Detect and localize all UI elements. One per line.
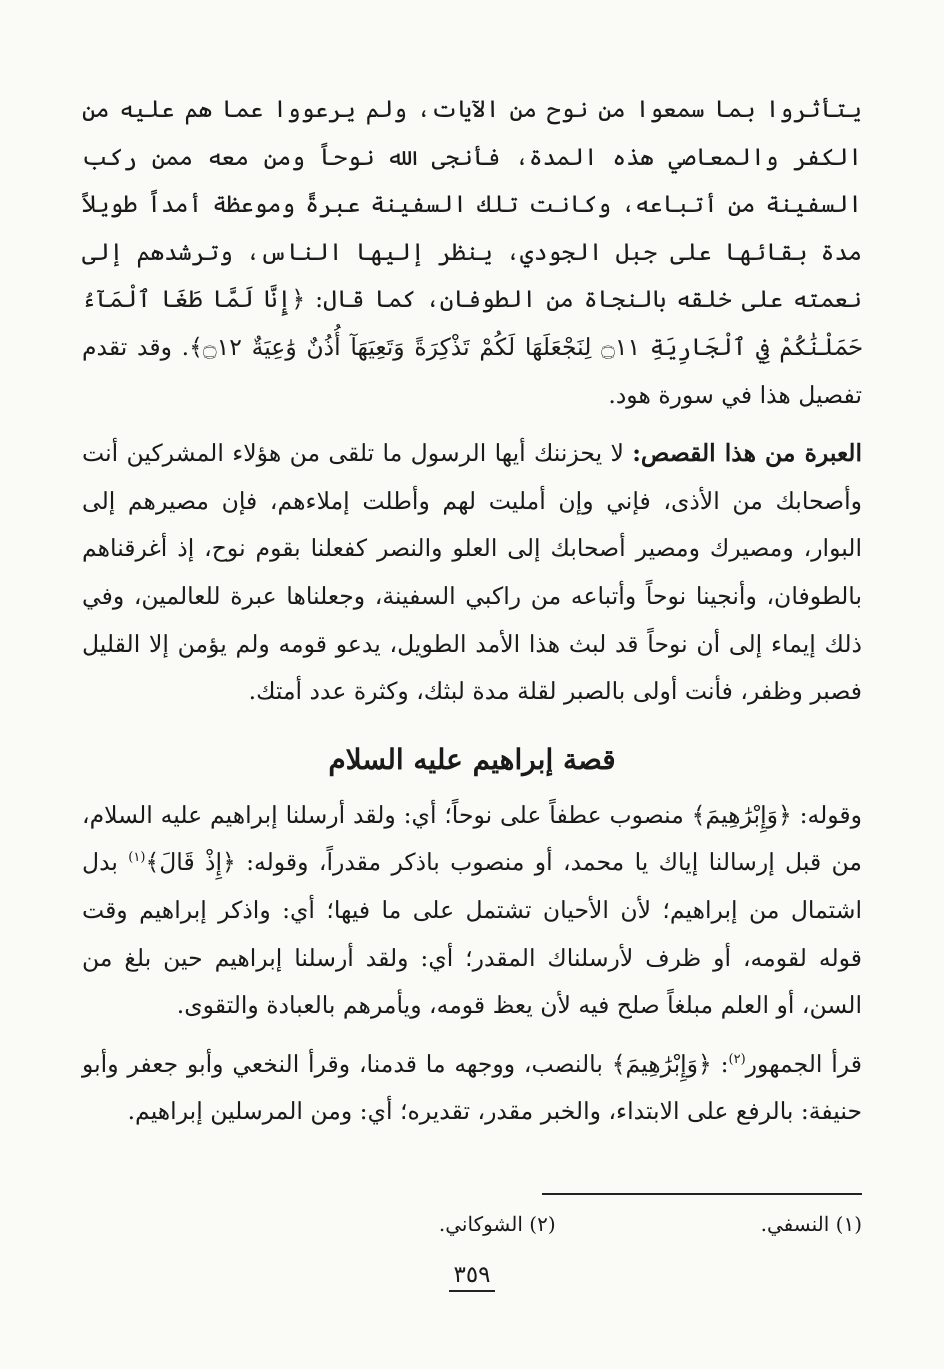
footnote-divider — [542, 1193, 862, 1195]
footnote-1: (١) النسفي. — [760, 1212, 862, 1236]
paragraph-ibrahim-part2: بدل اشتمال من إبراهيم؛ لأن الأحيان تشتمل على ما فيها؛ أي: واذكر إبراهيم وقت قوله لقومه، أو ظرف لأرسلناك المقدر؛ أي: ولقد أرسلنا إبراهيم حين بلغ من السن، أو العلم مبلغاً صلح فيه لأن يعظ قومه، ويأمرهم بالعبادة والتقوى. — [82, 848, 862, 1020]
section-heading: قصة إبراهيم عليه السلام — [328, 742, 616, 776]
paragraph-readings-part1: قرأ الجمهور — [745, 1049, 862, 1078]
paragraph-ibrahim-part1: وقوله: ﴿وَإِبْرَٰهِيمَ﴾ منصوب عطفاً على نوحاً؛ أي: ولقد أرسلنا إبراهيم عليه السلام، من قبل إرسالنا إياك يا محمد، أو منصوب باذكر مقدراً، وقوله: ﴿إِذْ قَالَ﴾ — [82, 800, 862, 877]
paragraph-readings — [82, 1041, 862, 1136]
footnotes — [82, 1208, 862, 1240]
lesson-text: لا يحزننك أيها الرسول ما تلقى من هؤلاء المشركين أنت وأصحابك من الأذى، فإني وإن أمليت لهم وأطلت إملاءهم، فإن مصيرهم إلى البوار، ومصيرك ومصير أصحابك إلى العلو والنصر كفعلنا بقوم نوح، إذ أغرقناهم بالطوفان، وأنجينا نوحاً وأتباعه من راكبي السفينة، وجعلناها عبرة للعالمين، وفي ذلك إيماء إلى أن نوحاً قد لبث هذا الأمد الطويل، يدعو قومه ولم يؤمن إلا القليل فصبر وظفر، فأنت أولى بالصبر لقلة مدة لبثك، وكثرة عدد أمتك. — [82, 439, 862, 706]
paragraph-ibrahim — [82, 792, 862, 1030]
footnote-ref-1[interactable]: (١) — [128, 850, 146, 866]
footnote-2: (٢) الشوكاني. — [438, 1212, 556, 1236]
page-number-text: ٣٥٩ — [449, 1262, 494, 1292]
paragraph-readings-part2: : ﴿وَإِبْرَٰهِيمَ﴾ بالنصب، ووجهه ما قدمنا، وقرأ النخعي وأبو جعفر وأبو حنيفة: بالرفع على الابتداء، والخبر مقدر، تقديره؛ أي: ومن المرسلين إبراهيم. — [82, 1049, 862, 1126]
paragraph-noah-ark: يتأثروا بما سمعوا من نوح من الآيات، ولم يرعووا عما هم عليه من الكفر والمعاصي هذه المدة، فأنجى الله نوحاً ومن معه ممن ركب السفينة من أتباعه، وكانت تلك السفينة عبرةً وموعظة أمداً طويلاً مدة بقائها على جبل الجودي، ينظر إليها الناس، وترشدهم إلى نعمته على خلقه بالنجاة من الطوفان، كما قال: ﴿إِنَّا لَمَّا طَغَا ٱلْمَآءُ حَمَلْنَٰكُمْ فِي ٱلْجَارِيَةِ ۝١١ لِنَجْعَلَهَا لَكُمْ تَذْكِرَةً وَتَعِيَهَآ أُذُنٌ وَٰعِيَةٌ ۝١٢﴾. وقد تقدم تفصيل هذا في سورة هود. — [82, 95, 863, 409]
paragraph-lesson — [82, 430, 862, 716]
page-body — [82, 86, 862, 1136]
lesson-title: العبرة من هذا القصص: — [632, 439, 862, 468]
footnote-ref-2[interactable]: (٢) — [728, 1051, 746, 1067]
page-number — [0, 1262, 944, 1292]
